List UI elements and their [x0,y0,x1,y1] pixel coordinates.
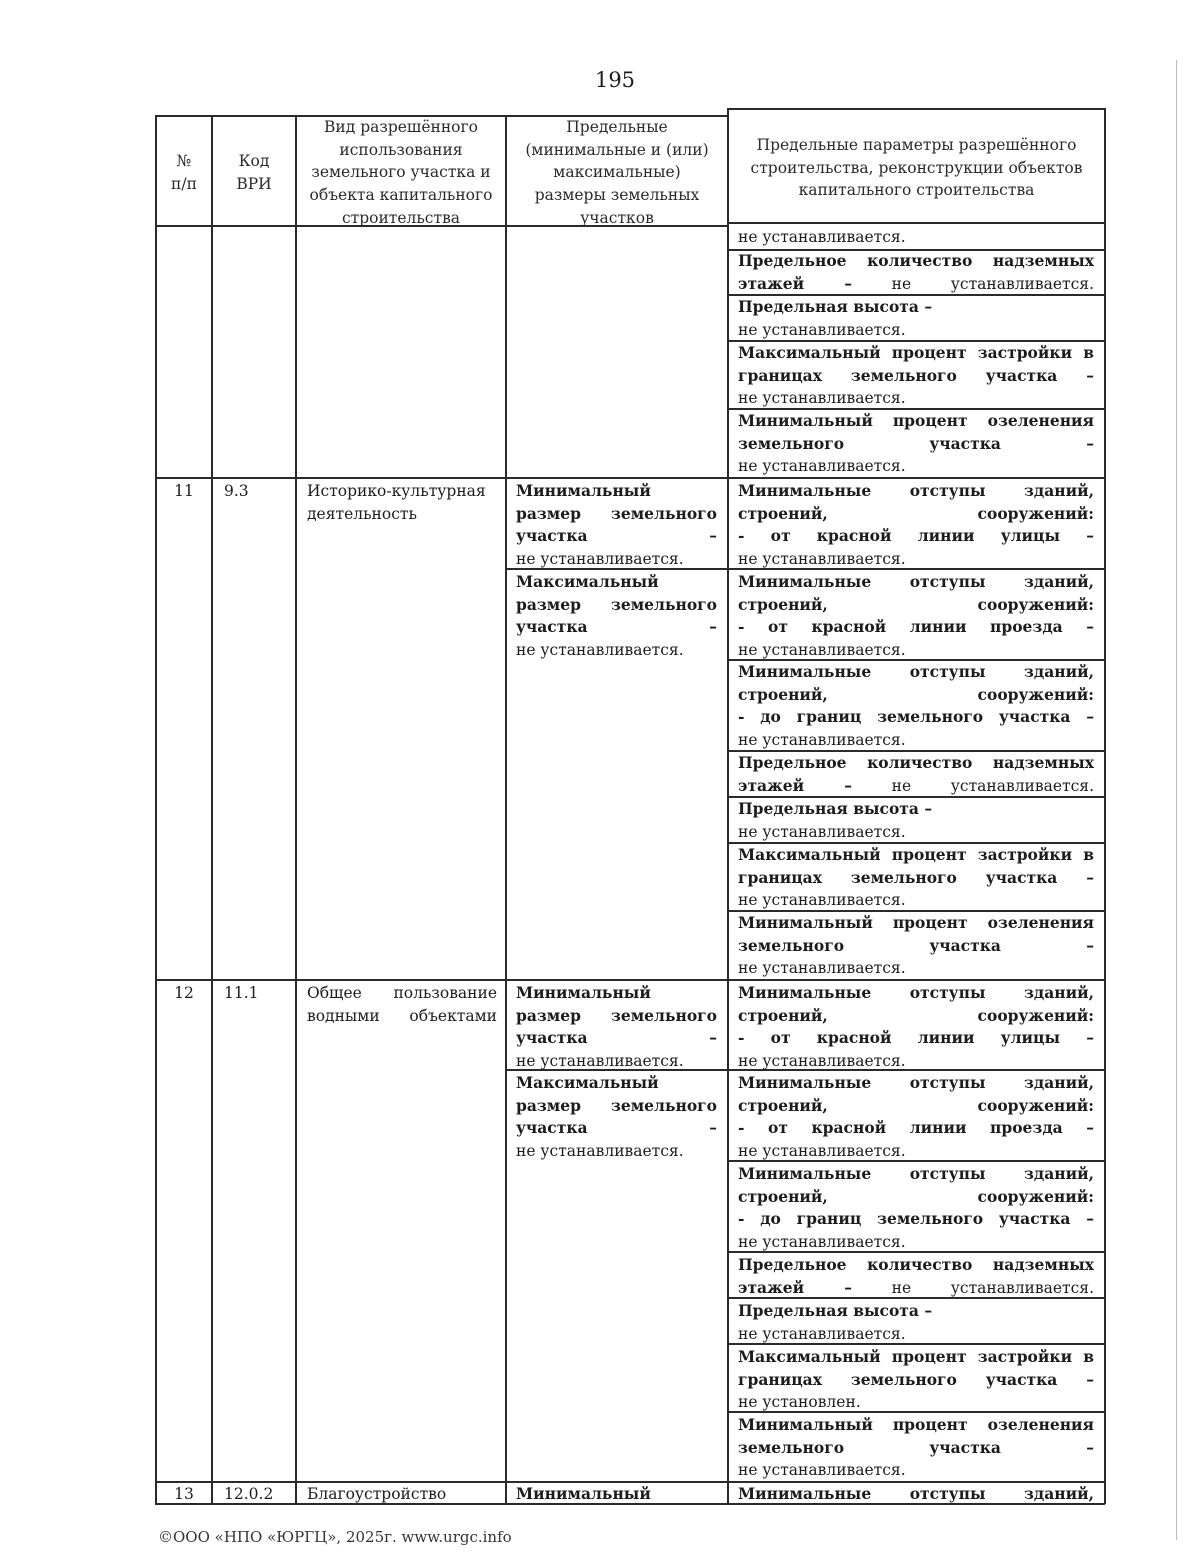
carry-param-tail: не устанавливается. [738,228,906,246]
row-11-max-size: Максимальный размер земельного участка – не устанавливается. [516,572,717,660]
header-use: Вид разрешённого использования земельного участка и объекта капитального строительства [309,118,493,227]
row-13-num: 13 [174,1485,194,1503]
row-11-green: Минимальный процент озеленения земельного участка – не устанавливается. [738,913,1094,978]
carry-height: Предельная высота – не устанавливается. [738,297,933,339]
row-13-min-size: Минимальный [516,1484,651,1503]
row-12-height: Предельная высота – не устанавливается. [738,1301,933,1343]
footer-copyright: ©ООО «НПО «ЮРГЦ», 2025г. www.urgc.info [158,1528,512,1546]
row-11-setback-border: Минимальные отступы зданий, строений, сооружений: - до границ земельного участка – не устанавливается. [738,662,1094,750]
row-12-floors: Предельное количество надземных этажей – не устанавливается. [738,1255,1094,1297]
row-11-setback-street: Минимальные отступы зданий, строений, сооружений: - от красной линии улицы – не устанавливается. [738,481,1094,569]
header-sizes: Предельные (минимальные и (или) максимальные) размеры земельных участков [525,118,709,227]
row-11-setback-drive: Минимальные отступы зданий, строений, сооружений: - от красной линии проезда – не устанавливается. [738,572,1094,660]
row-12-green: Минимальный процент озеленения земельного участка – не устанавливается. [738,1415,1094,1480]
carry-floors: Предельное количество надземных этажей – не устанавливается. [738,251,1094,293]
row-11-num: 11 [174,482,194,500]
row-13-use: Благоустройство [307,1485,447,1503]
row-12-code: 11.1 [224,984,259,1002]
scan-edge-mark [1176,60,1177,1540]
row-12-max-size: Максимальный размер земельного участка – не устанавливается. [516,1073,717,1161]
row-11-floors: Предельное количество надземных этажей – не устанавливается. [738,753,1094,795]
row-11-min-size: Минимальный размер земельного участка – не устанавливается. [516,481,717,569]
header-num: № п/п [171,152,197,193]
row-12-num: 12 [174,984,194,1002]
page-number: 195 [594,68,636,92]
row-11-build: Максимальный процент застройки в границах земельного участка – не устанавливается. [738,845,1094,910]
carry-green: Минимальный процент озеленения земельного участка – не устанавливается. [738,411,1094,476]
header-params: Предельные параметры разрешённого строительства, реконструкции объектов капитального строительства [750,136,1083,200]
row-12-use: Общее пользование водными объектами [307,984,497,1025]
row-11-code: 9.3 [224,482,249,500]
row-12-min-size: Минимальный размер земельного участка – не устанавливается. [516,983,717,1071]
row-13-code: 12.0.2 [224,1485,274,1503]
row-12-build: Максимальный процент застройки в границах земельного участка – не установлен. [738,1347,1094,1412]
row-12-setback-border: Минимальные отступы зданий, строений, сооружений: - до границ земельного участка – не устанавливается. [738,1164,1094,1252]
row-12-setback-street: Минимальные отступы зданий, строений, сооружений: - от красной линии улицы – не устанавливается. [738,983,1094,1071]
row-13-setback-street: Минимальные отступы зданий, [738,1484,1094,1503]
row-12-setback-drive: Минимальные отступы зданий, строений, сооружений: - от красной линии проезда – не устанавливается. [738,1073,1094,1161]
carry-build: Максимальный процент застройки в границах земельного участка – не устанавливается. [738,343,1094,408]
header-code: Код ВРИ [236,152,272,193]
row-11-use: Историко-культурная деятельность [307,482,486,523]
row-11-height: Предельная высота – не устанавливается. [738,799,933,841]
